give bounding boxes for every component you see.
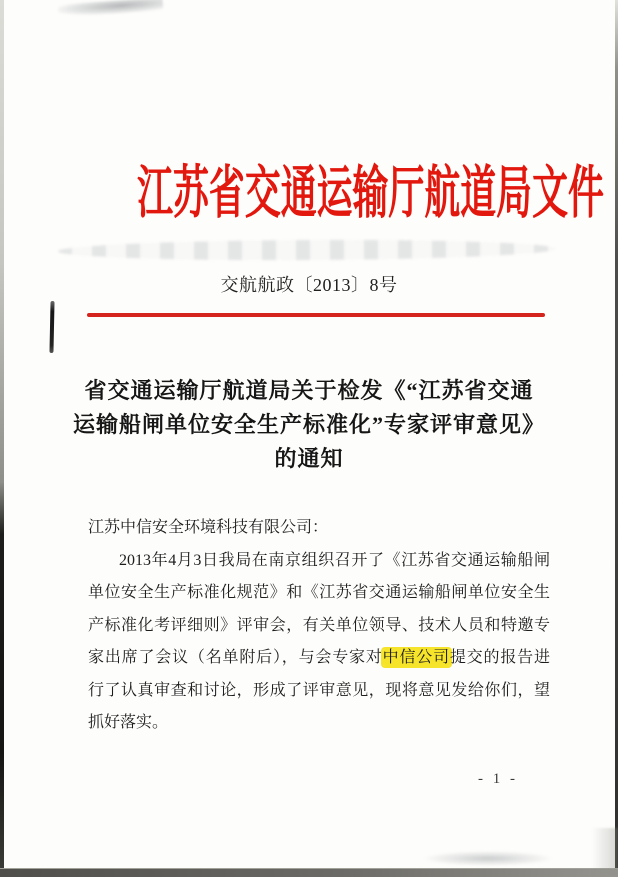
body-line [88, 545, 550, 578]
body-line [88, 577, 550, 610]
pen-mark [49, 301, 54, 353]
letterhead [0, 147, 618, 229]
body-line [88, 642, 550, 675]
document-title-line: 的通知 [274, 446, 344, 471]
body-text-segment: 产标准化考评细则》评审会，有关单位领导、技术人员和特邀专 [88, 616, 550, 634]
document-title-line: 省交通运输厅航道局关于检发《“江苏省交通 [84, 378, 534, 403]
document-body [88, 512, 550, 740]
scan-smudge-corner [592, 828, 618, 876]
body-text-segment: 2013年4月3日我局在南京组织召开了《江苏省交通运输船闸 [119, 551, 550, 569]
highlighted-text: 中信公司 [382, 649, 450, 666]
body-text-segment: 提交的报告进 [449, 649, 550, 666]
body-line [88, 675, 550, 708]
body-text-segment: 抓好落实。 [88, 714, 169, 731]
scan-smudge-top [58, 0, 164, 18]
document-title-line: 运输船闸单位安全生产标准化”专家评审意见》 [72, 412, 545, 437]
agency-header-title: 江苏省交通运输厅航道局文件 [137, 162, 604, 225]
body-line [88, 512, 550, 545]
body-text-segment: 家出席了会议（名单附后），与会专家对 [88, 649, 383, 666]
scan-smudge-bottom [424, 851, 552, 866]
body-line [88, 707, 550, 740]
page-number: - 1 - [478, 771, 518, 787]
document-title [0, 374, 618, 476]
red-separator-line [87, 313, 545, 317]
body-text-segment: 单位安全生产标准化规范》和《江苏省交通运输船闸单位安全生 [88, 584, 550, 601]
body-line [88, 610, 550, 643]
scan-bleedthrough-band [58, 239, 556, 262]
body-text-segment: 江苏中信安全环境科技有限公司： [88, 519, 329, 536]
doc-number: 交航航政〔2013〕8号 [220, 275, 398, 295]
body-text-segment: 行了认真审查和讨论，形成了评审意见，现将意见发给你们，望 [88, 681, 550, 699]
